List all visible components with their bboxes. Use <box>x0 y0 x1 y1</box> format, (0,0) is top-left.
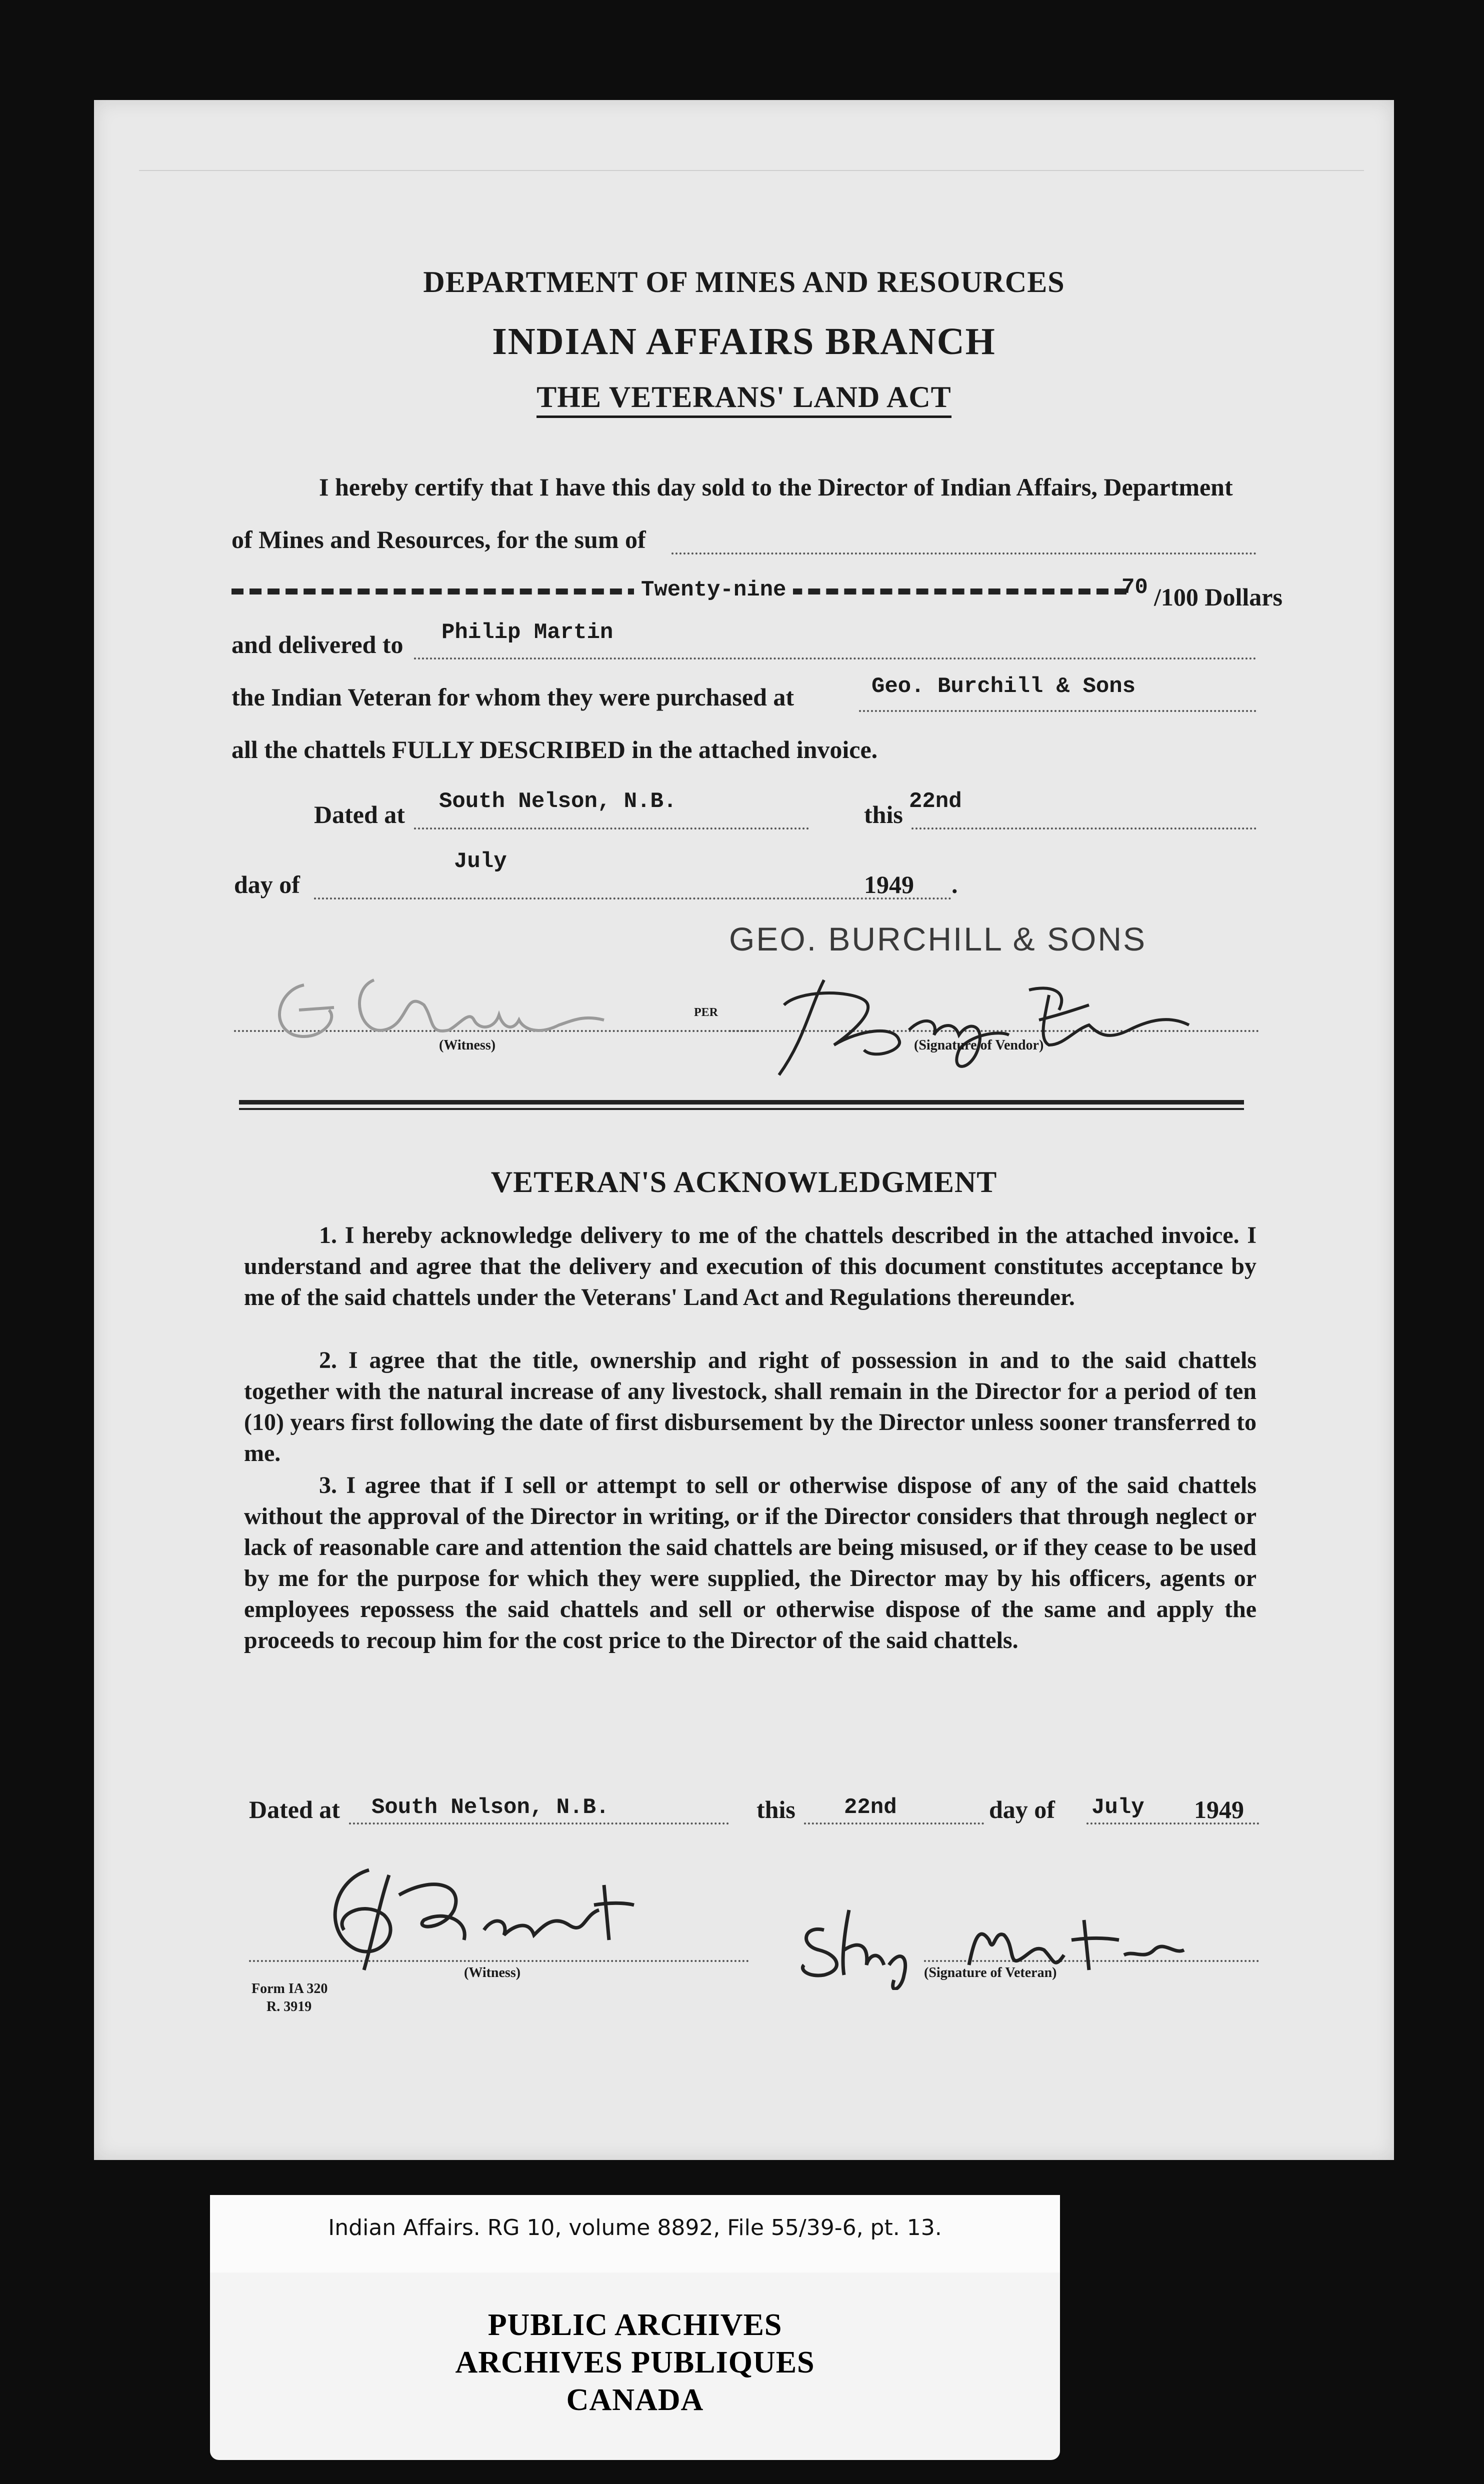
this-label: this <box>864 800 903 828</box>
section-divider-thin <box>239 1108 1244 1110</box>
form-number <box>252 1980 328 2016</box>
form-number-line-2: R. 3919 <box>266 1999 312 2014</box>
chattels-line: all the chattels FULLY DESCRIBED in the attached invoice. <box>232 736 878 764</box>
amount-dash-row <box>232 578 1126 608</box>
section-divider-heavy <box>239 1100 1244 1104</box>
ack-this-label: this <box>756 1796 796 1824</box>
archive-label-card <box>210 2195 1060 2460</box>
year-value: 1949 <box>864 870 914 898</box>
ack-year-value: 1949 <box>1194 1796 1244 1824</box>
ack-place-blank-line <box>349 1822 729 1824</box>
archive-reference-tab <box>210 2195 1060 2272</box>
witness-label: (Witness) <box>439 1038 496 1053</box>
acknowledgment-paragraph-3: 3. I agree that if I sell or attempt to sell or otherwise dispose of any of the said chattels without the approval of the Director in writing, or if the Director considers that through neglect or lack of reasonable care and attention the said chattels are being misused, or if they cease to be used by me for the purpose for which they were supplied, the Director may by his officers, agents or employees repossess the said chattels and sell or otherwise dispose of the same and apply the proceeds to recoup him for the cost price to the Director of the said chattels. <box>244 1472 1256 1654</box>
month-blank-line <box>314 898 952 900</box>
dollars-suffix: /100 Dollars <box>1154 583 1282 611</box>
ack-day-of-label: day of <box>989 1796 1055 1824</box>
place-blank-line <box>414 828 809 830</box>
acknowledgment-paragraph-1: 1. I hereby acknowledge delivery to me of the chattels described in the attached invoice. I understand and agree that the delivery and execution of this document constitutes acceptance by me of the said chattels under the Veterans' Land Act and Regulations thereunder. <box>244 1222 1256 1310</box>
archive-reference: Indian Affairs. RG 10, volume 8892, File 55/39-6, pt. 13. <box>328 2215 942 2240</box>
department-heading: DEPARTMENT OF MINES AND RESOURCES <box>423 266 1065 298</box>
document-page <box>94 100 1394 2160</box>
vendor-name: Geo. Burchill & Sons <box>872 674 1136 699</box>
vendor-signature-label: (Signature of Vendor) <box>914 1038 1044 1053</box>
archive-line-1: PUBLIC ARCHIVES <box>488 2308 782 2342</box>
ack-month-blank-line <box>1086 1822 1192 1824</box>
day-blank-line <box>912 828 1256 830</box>
act-heading <box>94 380 1394 414</box>
amount-words: Twenty-nine <box>634 578 793 602</box>
vendor-stamp: GEO. BURCHILL & SONS <box>729 920 1147 958</box>
sum-blank-line <box>672 552 1256 554</box>
ack-witness-label: (Witness) <box>464 1965 521 1980</box>
branch-heading: INDIAN AFFAIRS BRANCH <box>492 320 996 362</box>
vendor-blank-line <box>859 710 1256 712</box>
amount-cents: 70 <box>1122 575 1148 600</box>
acknowledgment-title: VETERAN'S ACKNOWLEDGMENT <box>490 1166 998 1198</box>
veteran-name: Philip Martin <box>442 620 614 645</box>
ack-place-value: South Nelson, N.B. <box>372 1795 610 1820</box>
ack-day-value: 22nd <box>844 1795 897 1820</box>
dated-at-label: Dated at <box>314 800 405 828</box>
archive-line-2: ARCHIVES PUBLIQUES <box>455 2346 815 2380</box>
delivered-label: and delivered to <box>232 630 404 658</box>
day-value: 22nd <box>909 789 962 814</box>
cert-line-2: of Mines and Resources, for the sum of <box>232 526 646 554</box>
archive-line-3: CANADA <box>566 2383 704 2417</box>
form-number-line-1: Form IA 320 <box>252 1981 328 1996</box>
ack-day-blank-line <box>804 1822 984 1824</box>
vendor-signature <box>749 960 1249 1090</box>
acknowledgment-paragraph-2: 2. I agree that the title, ownership and right of possession in and to the said chattels together with the natural increase of any livestock, shall remain in the Director for a period of ten (10) years first following the date of first disbursement by the Director unless sooner transferred to me. <box>244 1347 1256 1466</box>
period: . <box>952 870 958 898</box>
day-of-label: day of <box>234 870 300 898</box>
place-value: South Nelson, N.B. <box>439 789 677 814</box>
ack-year-blank-line <box>1194 1822 1259 1824</box>
act-heading-text: THE VETERANS' LAND ACT <box>536 380 951 418</box>
delivered-blank-line <box>414 658 1256 660</box>
ack-dated-at-label: Dated at <box>249 1796 340 1824</box>
veteran-signature-label: (Signature of Veteran) <box>924 1965 1057 1980</box>
per-label: PER <box>694 1006 718 1019</box>
cert-line-1: I hereby certify that I have this day sold to the Director of Indian Affairs, Department <box>319 473 1233 501</box>
purchased-label: the Indian Veteran for whom they were purchased at <box>232 683 794 711</box>
paper-fold-line <box>139 170 1364 171</box>
month-value: July <box>454 849 507 874</box>
ack-month-value: July <box>1092 1795 1144 1820</box>
